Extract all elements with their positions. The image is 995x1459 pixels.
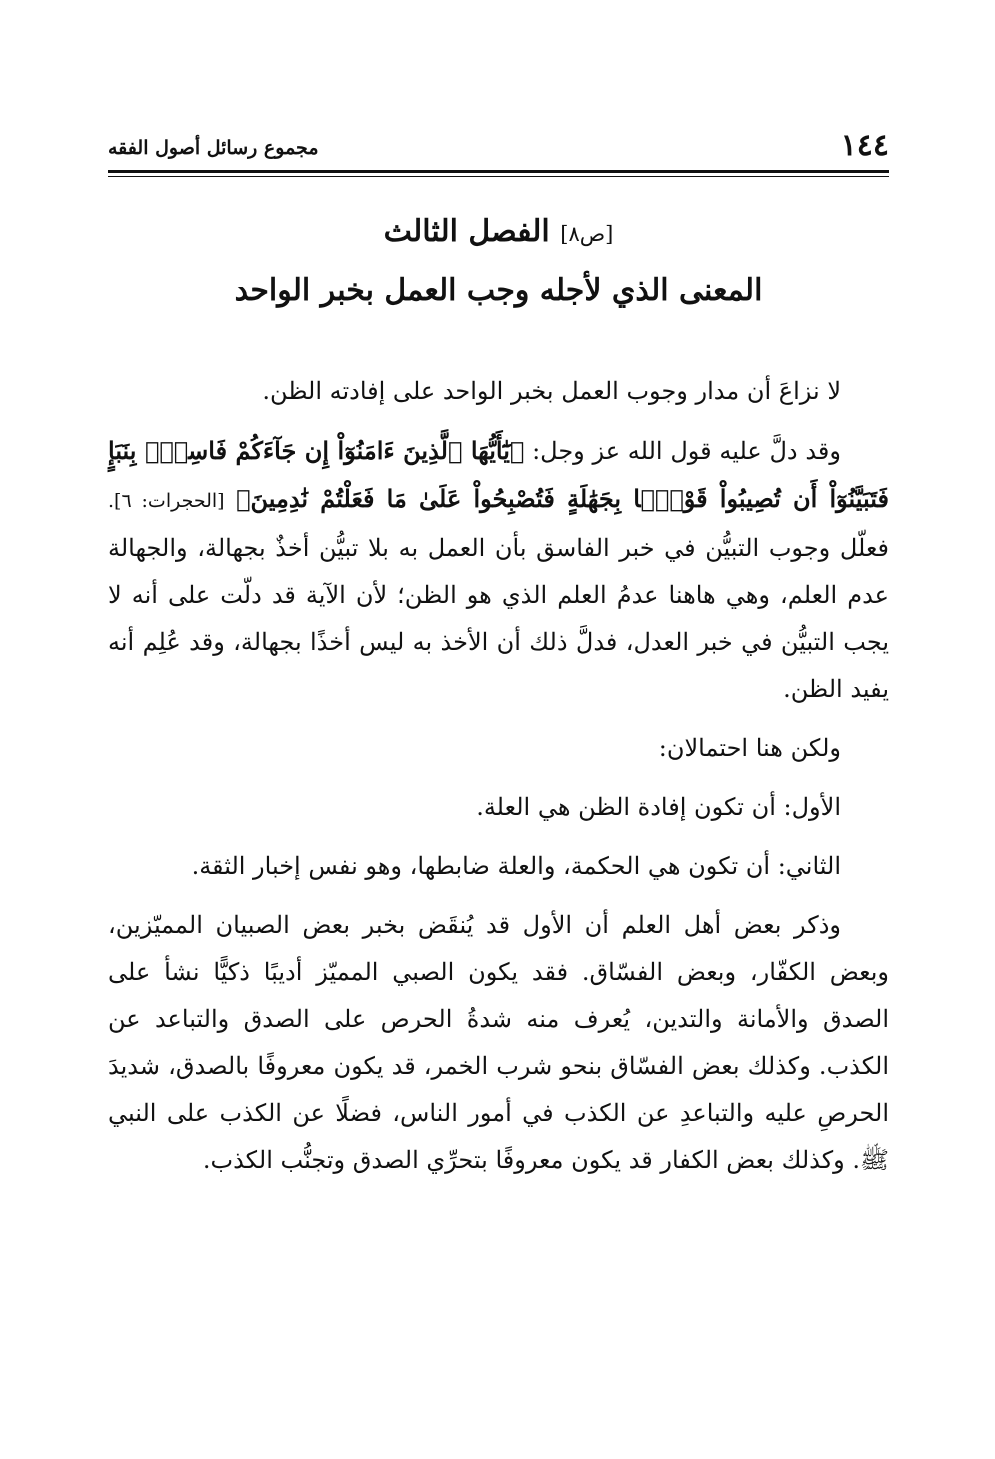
page-number: ١٤٤: [840, 128, 889, 163]
paragraph-3: ولكن هنا احتمالان:: [658, 734, 841, 762]
paragraph-2: [108, 427, 889, 713]
verse-reference: [الحجرات: ٦].: [108, 490, 225, 512]
paragraph-1: لا نزاعَ أن مدار وجوب العمل بخبر الواحد على إفادته الظن.: [262, 377, 841, 405]
header-rule-thick: [108, 170, 889, 173]
body-text: [108, 368, 889, 1196]
book-title: مجموع رسائل أصول الفقه: [108, 137, 319, 159]
chapter-heading: [108, 212, 889, 254]
page-reference: [ص٨]: [560, 222, 614, 246]
paragraph-2-rest: فعلّل وجوب التبيُّن في خبر الفاسق بأن العمل به بلا تبيُّن أخذٌ بجهالة، والجهالة عدم العلم، وهي هاهنا عدمُ العلم الذي هو الظن؛ لأن الآية قد دلّت على أنه لا يجب التبيُّن في خبر العدل، فدلَّ ذلك أن الأخذ به ليس أخذًا بجهالة، وقد عُلِم أنه يفيد الظن.: [108, 534, 889, 703]
paragraph-5: الثاني: أن تكون هي الحكمة، والعلة ضابطها، وهو نفس إخبار الثقة.: [191, 852, 841, 880]
paragraph-6: وذكر بعض أهل العلم أن الأول قد يُنقَض بخبر بعض الصبيان المميّزين، وبعض الكفّار، وبعض الفسّاق. فقد يكون الصبي المميّز أديبًا ذكيًّا نشأ على الصدق والأمانة والتدين، يُعرف منه شدةُ الحرص على الصدق والتباعد عن الكذب. وكذلك بعض الفسّاق بنحو شرب الخمر، قد يكون معروفًا بالصدق، شديدَ الحرصِ عليه والتباعدِ عن الكذب في أمور الناس، فضلًا عن الكذب على النبي ﷺ. وكذلك بعض الكفار قد يكون معروفًا بتحرِّي الصدق وتجنُّب الكذب.: [108, 911, 889, 1174]
quran-verse: ﴿يَٰٓأَيُّهَا ٱلَّذِينَ ءَامَنُوٓاْ إِن جَآءَكُمْ فَاسِقٌۢ بِنَبَإٍ فَتَبَيَّنُوٓاْ أَن تُصِيبُواْ قَوْمًۢا بِجَهَٰلَةٍ فَتُصْبِحُواْ عَلَىٰ مَا فَعَلْتُمْ نَٰدِمِينَ﴾: [108, 436, 889, 513]
paragraph-4: الأول: أن تكون إفادة الظن هي العلة.: [476, 793, 841, 821]
chapter-title: الفصل الثالث: [383, 214, 550, 249]
chapter-subtitle: المعنى الذي لأجله وجب العمل بخبر الواحد: [234, 273, 763, 308]
running-header: [108, 128, 889, 168]
paragraph-2-intro: وقد دلَّ عليه قول الله عز وجل:: [532, 437, 841, 465]
header-rule-thin: [108, 176, 889, 177]
